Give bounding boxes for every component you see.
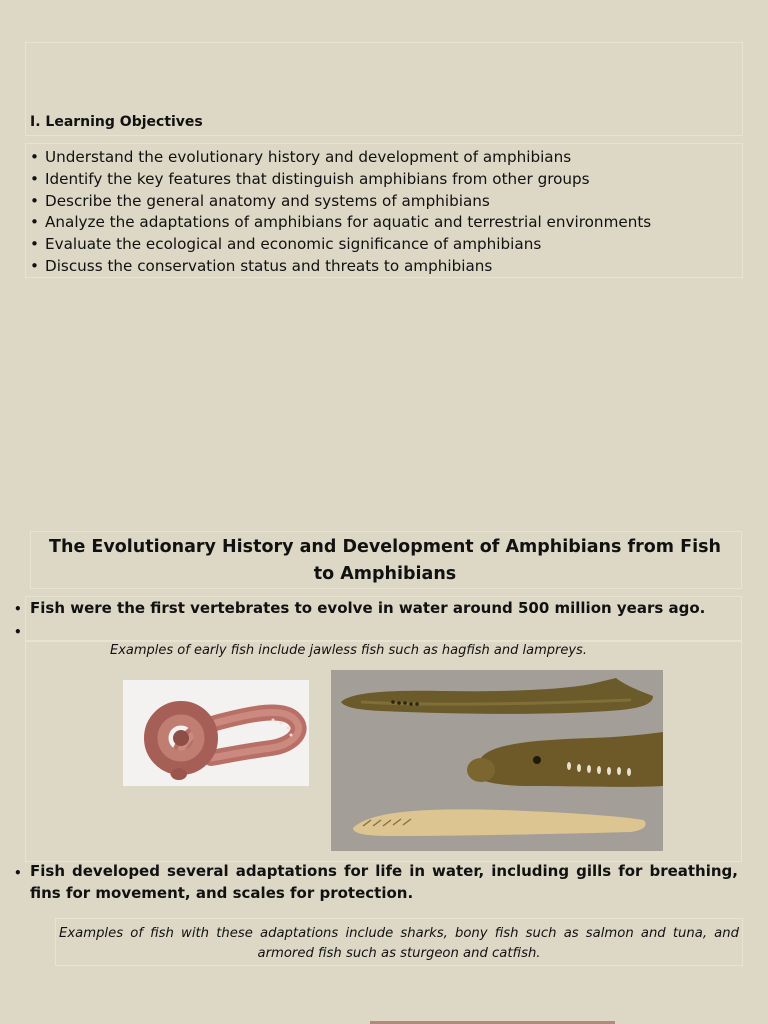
objective-item <box>30 234 651 256</box>
bullet-icon: • <box>30 148 39 166</box>
objective-text: Evaluate the ecological and economic significance of amphibians <box>45 235 542 254</box>
bullet-icon: • <box>30 191 39 210</box>
fact-first-vertebrates: Fish were the first vertebrates to evolve in water around 500 million years ago. <box>30 599 706 617</box>
objective-item <box>30 169 651 191</box>
objectives-list <box>30 147 651 278</box>
learning-objectives-heading: I. Learning Objectives <box>30 114 203 130</box>
bullet-icon: • <box>30 235 39 254</box>
objective-text: Analyze the adaptations of amphibians for aquatic and terrestrial environments <box>45 213 652 232</box>
objective-item <box>30 147 651 169</box>
objective-item <box>30 191 651 213</box>
objective-text: Understand the evolutionary history and development of amphibians <box>45 148 572 166</box>
bullet-icon: • <box>30 169 39 188</box>
objective-text: Discuss the conservation status and threats to amphibians <box>45 256 493 275</box>
bullet-icon: • <box>30 213 39 232</box>
objective-item <box>30 256 651 278</box>
small-bullet-icon: • <box>14 602 22 616</box>
section-title: The Evolutionary History and Development of Amphibians from Fish to Amphibians <box>49 537 721 584</box>
fact-fish-adaptations: Fish developed several adaptations for life in water, including gills for breathing, fins for movement, and scales for protection. <box>30 862 738 902</box>
objective-item <box>30 212 651 234</box>
bullet-icon: • <box>30 256 39 275</box>
small-bullet-icon: • <box>14 866 22 880</box>
example-adapted-fish: Examples of fish with these adaptations include sharks, bony fish such as salmon and tuna, and armored fish such as sturgeon and catfish. <box>59 926 739 961</box>
example-early-fish: Examples of early fish include jawless fish such as hagfish and lampreys. <box>110 643 587 658</box>
objective-text: Describe the general anatomy and systems of amphibians <box>45 191 490 210</box>
small-bullet-icon: • <box>14 625 22 639</box>
hagfish-photo <box>123 680 309 786</box>
lamprey-photo <box>331 670 663 851</box>
objective-text: Identify the key features that distinguish amphibians from other groups <box>45 169 590 188</box>
